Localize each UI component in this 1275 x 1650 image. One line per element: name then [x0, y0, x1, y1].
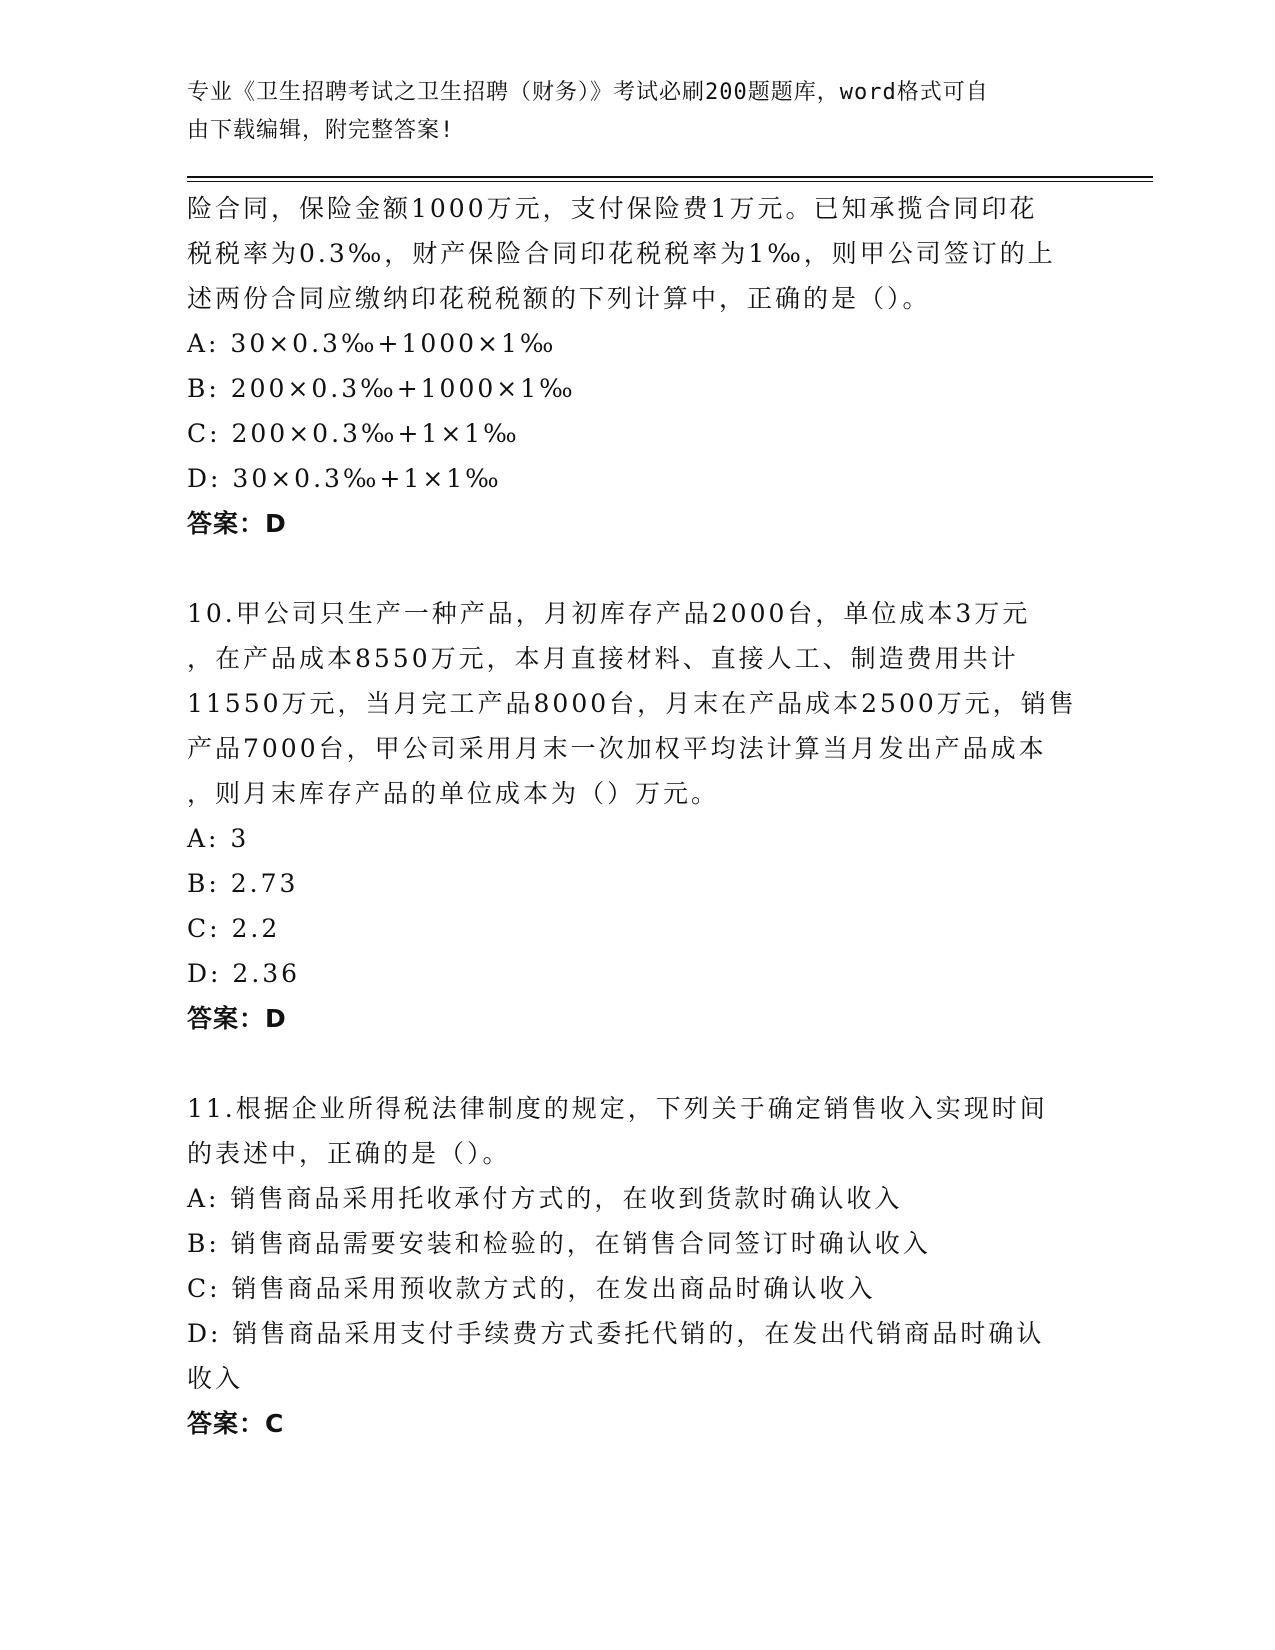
question-stem-line: 税税率为0.3‰，财产保险合同印花税税率为1‰，则甲公司签订的上 [187, 239, 1056, 268]
question-stem-line: ，则月末库存产品的单位成本为（）万元。 [187, 779, 720, 808]
header-line-2: 由下载编辑，附完整答案! [187, 118, 455, 143]
spacer [187, 1041, 1087, 1086]
option-d: D: 30×0.3‰+1×1‰ [187, 464, 502, 493]
question-9 [187, 186, 1087, 546]
answer-label: 答案：D [187, 1004, 287, 1033]
header-rule-thin [187, 181, 1153, 182]
option-c: C: 200×0.3‰+1×1‰ [187, 419, 520, 448]
option-c: C: 销售商品采用预收款方式的，在发出商品时确认收入 [187, 1274, 876, 1303]
option-a: A: 销售商品采用托收承付方式的，在收到货款时确认收入 [187, 1184, 903, 1213]
header-line-1: 专业《卫生招聘考试之卫生招聘（财务）》考试必刷200题题库，word格式可自 [187, 80, 989, 105]
header-rule-thick [187, 176, 1153, 178]
option-a: A: 30×0.3‰+1000×1‰ [187, 329, 557, 358]
question-stem-line: 述两份合同应缴纳印花税税额的下列计算中，正确的是（）。 [187, 284, 931, 313]
option-d: D: 销售商品采用支付手续费方式委托代销的，在发出代销商品时确认 [187, 1319, 1045, 1348]
question-stem-line: 险合同，保险金额1000万元，支付保险费1万元。已知承揽合同印花 [187, 194, 1038, 223]
option-d-continued: 收入 [187, 1364, 244, 1393]
option-a: A: 3 [187, 824, 250, 853]
option-b: B: 2.73 [187, 869, 299, 898]
page-header [187, 74, 1067, 150]
question-stem-line: 的表述中，正确的是（）。 [187, 1139, 511, 1168]
answer-label: 答案：D [187, 509, 287, 538]
option-b: B: 200×0.3‰+1000×1‰ [187, 374, 576, 403]
question-11 [187, 1086, 1087, 1446]
question-stem-line: ，在产品成本8550万元，本月直接材料、直接人工、制造费用共计 [187, 644, 1019, 673]
question-10 [187, 591, 1087, 1041]
question-stem-line: 11550万元，当月完工产品8000台，月末在产品成本2500万元，销售 [187, 689, 1077, 718]
question-stem-line: 产品7000台，甲公司采用月末一次加权平均法计算当月发出产品成本 [187, 734, 1047, 763]
question-stem-line: 11.根据企业所得税法律制度的规定，下列关于确定销售收入实现时间 [187, 1094, 1048, 1123]
answer-label: 答案：C [187, 1409, 285, 1438]
option-c: C: 2.2 [187, 914, 281, 943]
question-stem-line: 10.甲公司只生产一种产品，月初库存产品2000台，单位成本3万元 [187, 599, 1031, 628]
option-d: D: 2.36 [187, 959, 301, 988]
document-body [187, 186, 1087, 1446]
spacer [187, 546, 1087, 591]
option-b: B: 销售商品需要安装和检验的，在销售合同签订时确认收入 [187, 1229, 931, 1258]
